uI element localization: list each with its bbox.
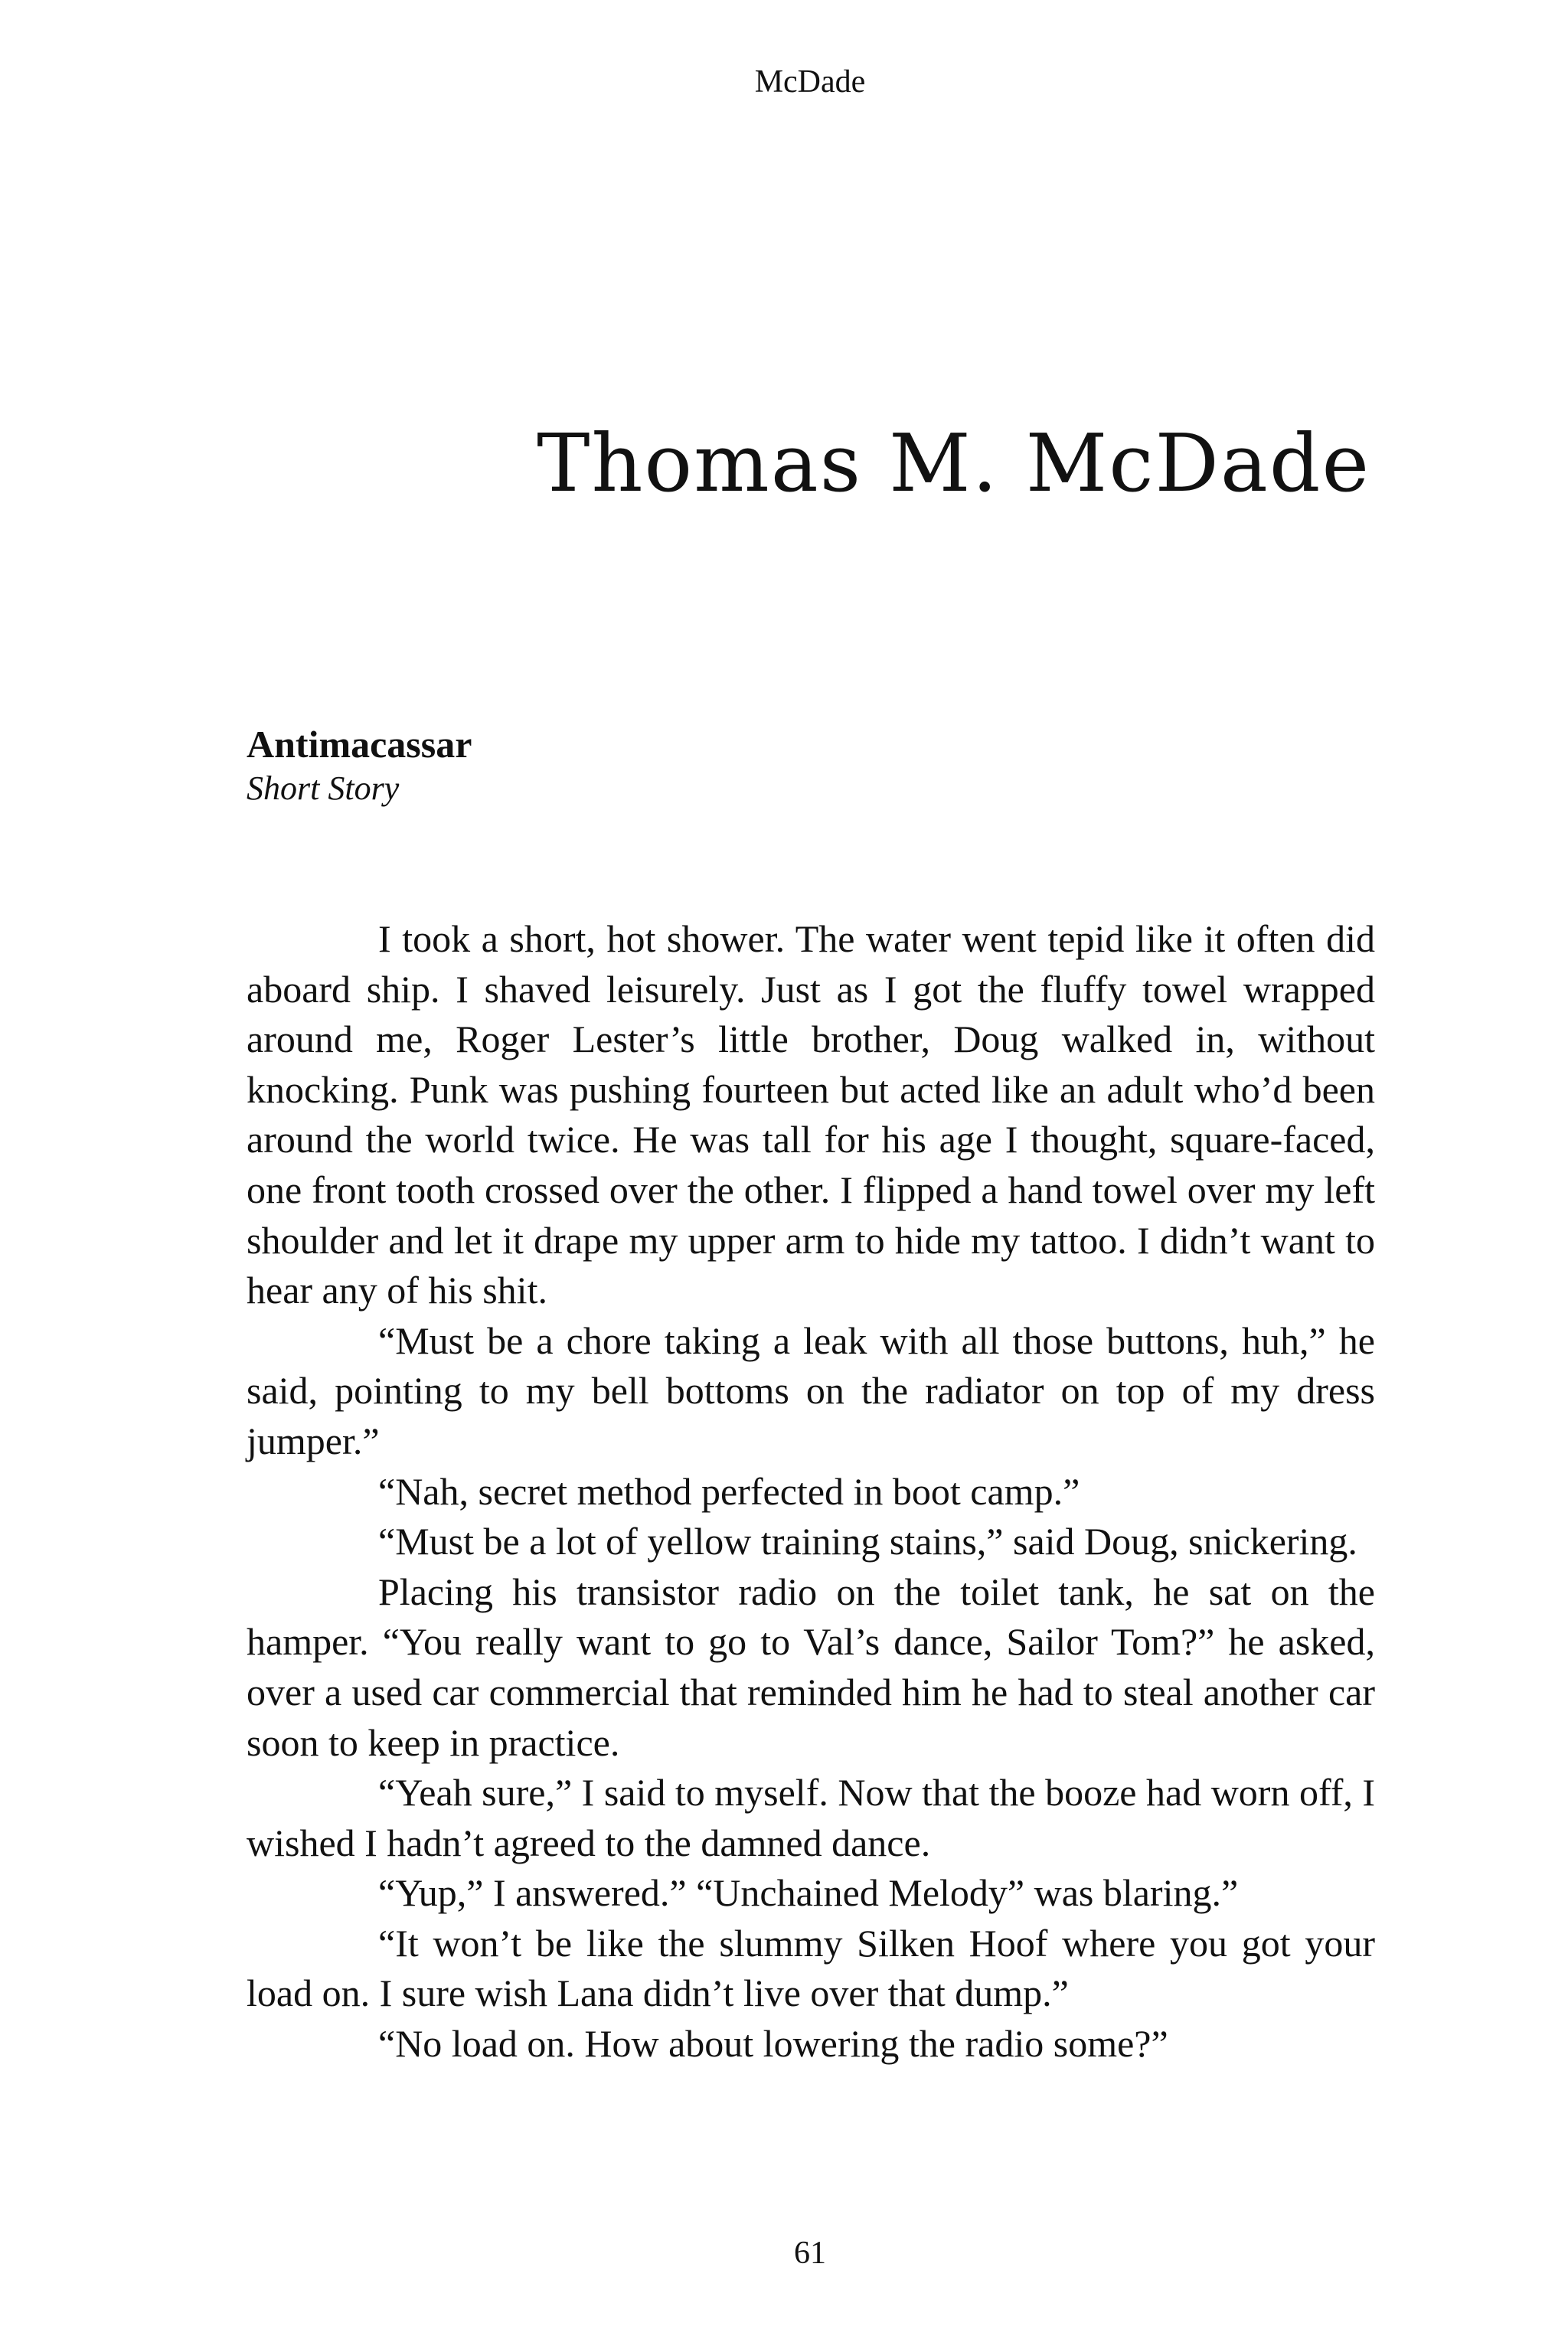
paragraph: “Yeah sure,” I said to myself. Now that the booze had worn off, I wished I hadn’t agreed to the damned dance. (247, 1771, 1376, 1864)
paragraph: “Must be a chore taking a leak with all those buttons, huh,” he said, pointing to my bell bottoms on the radiator on top of my dress jumper.” (247, 1318, 1375, 1462)
story-genre: Short Story (247, 769, 400, 807)
paragraph: “Nah, secret method perfected in boot camp.” (378, 1469, 1080, 1513)
paragraph: “No load on. How about lowering the radio some?” (378, 2022, 1168, 2066)
paragraph: “Yup,” I answered.” “Unchained Melody” was blaring.” (378, 1871, 1239, 1915)
running-head: McDade (754, 64, 866, 100)
story-title: Antimacassar (247, 723, 472, 766)
paragraph: “It won’t be like the slummy Silken Hoof where you got your load on. I sure wish Lana didn’t live over that dump.” (247, 1921, 1375, 2015)
author-name: Thomas M. McDade (537, 416, 1370, 510)
paragraph: “Must be a lot of yellow training stains,” said Doug, snickering. (378, 1520, 1357, 1563)
story-body (247, 914, 1375, 2069)
paragraph: I took a short, hot shower. The water went tepid like it often did aboard ship. I shaved leisurely. Just as I got the fluffy towel wrapped around me, Roger Lester’s little brother, Doug walked in, without knocking. Punk was pushing fourteen but acted like an adult who’d been around the world twice. He was tall for his age I thought, square-faced, one front tooth crossed over the other. I flipped a hand towel over my left shoulder and let it drape my upper arm to hide my tattoo. I didn’t want to hear any of his shit. (247, 917, 1375, 1312)
page-number: 61 (794, 2236, 826, 2271)
paragraph: Placing his transistor radio on the toilet tank, he sat on the hamper. “You really want to go to Val’s dance, Sailor Tom?” he asked, over a used car commercial that reminded him he had to steal another car soon to keep in practice. (247, 1570, 1375, 1764)
